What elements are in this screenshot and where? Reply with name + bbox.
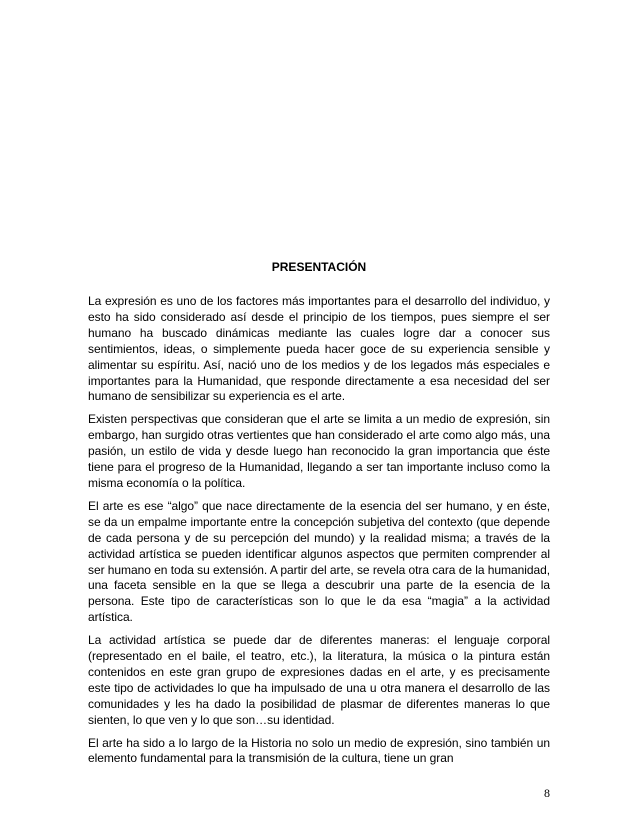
page-title: PRESENTACIÓN xyxy=(271,260,367,274)
paragraph-5: El arte ha sido a lo largo de la Historia no solo un medio de expresión, sino también un elemento fundamental para la transmisión de la cultura, tiene un gran xyxy=(88,735,550,766)
paragraph-1: La expresión es uno de los factores más importantes para el desarrollo del individuo, y esto ha sido considerado así desde el principio de los tiempos, pues siempre el ser humano ha buscado dinámicas mediante las cuales logre dar a conocer sus sentimientos, ideas, o simplemente pueda hacer goce de su experiencia sensible y alimentar su espíritu. Así, nació uno de los medios y de los legados más especiales e importantes para la Humanidad, que responde directamente a esa necesidad del ser humano de sensibilizar su experiencia es el arte. xyxy=(88,294,550,404)
paragraph-2: Existen perspectivas que consideran que el arte se limita a un medio de expresión, sin embargo, han surgido otras vertientes que han considerado el arte como algo más, una pasión, un estilo de vida y desde luego han reconocido la gran importancia que éste tiene para el progreso de la Humanidad, llegando a ser tan importante incluso como la misma economía o la política. xyxy=(88,412,550,490)
page-number: 8 xyxy=(544,786,550,800)
paragraph-4: La actividad artística se puede dar de diferentes maneras: el lenguaje corporal (representado en el baile, el teatro, etc.), la literatura, la música o la pintura están contenidos en este gran grupo de expresiones dadas en el arte, y es precisamente este tipo de actividades lo que ha impulsado de una u otra manera el desarrollo de las comunidades y les ha dado la posibilidad de plasmar de diferentes maneras lo que sienten, lo que ven y lo que son…su identidad. xyxy=(88,633,550,727)
body-text xyxy=(88,294,550,774)
paragraph-3: El arte es ese “algo” que nace directamente de la esencia del ser humano, y en éste, se da un empalme importante entre la concepción subjetiva del contexto (que depende de cada persona y de su percepción del mundo) y la realidad misma; a través de la actividad artística se pueden identificar algunos aspectos que permiten comprender al ser humano en toda su extensión. A partir del arte, se revela otra cara de la humanidad, una faceta sensible en la que se llega a descubrir una parte de la esencia de la persona. Este tipo de características son lo que le da esa “magia” a la actividad artística. xyxy=(88,498,550,625)
